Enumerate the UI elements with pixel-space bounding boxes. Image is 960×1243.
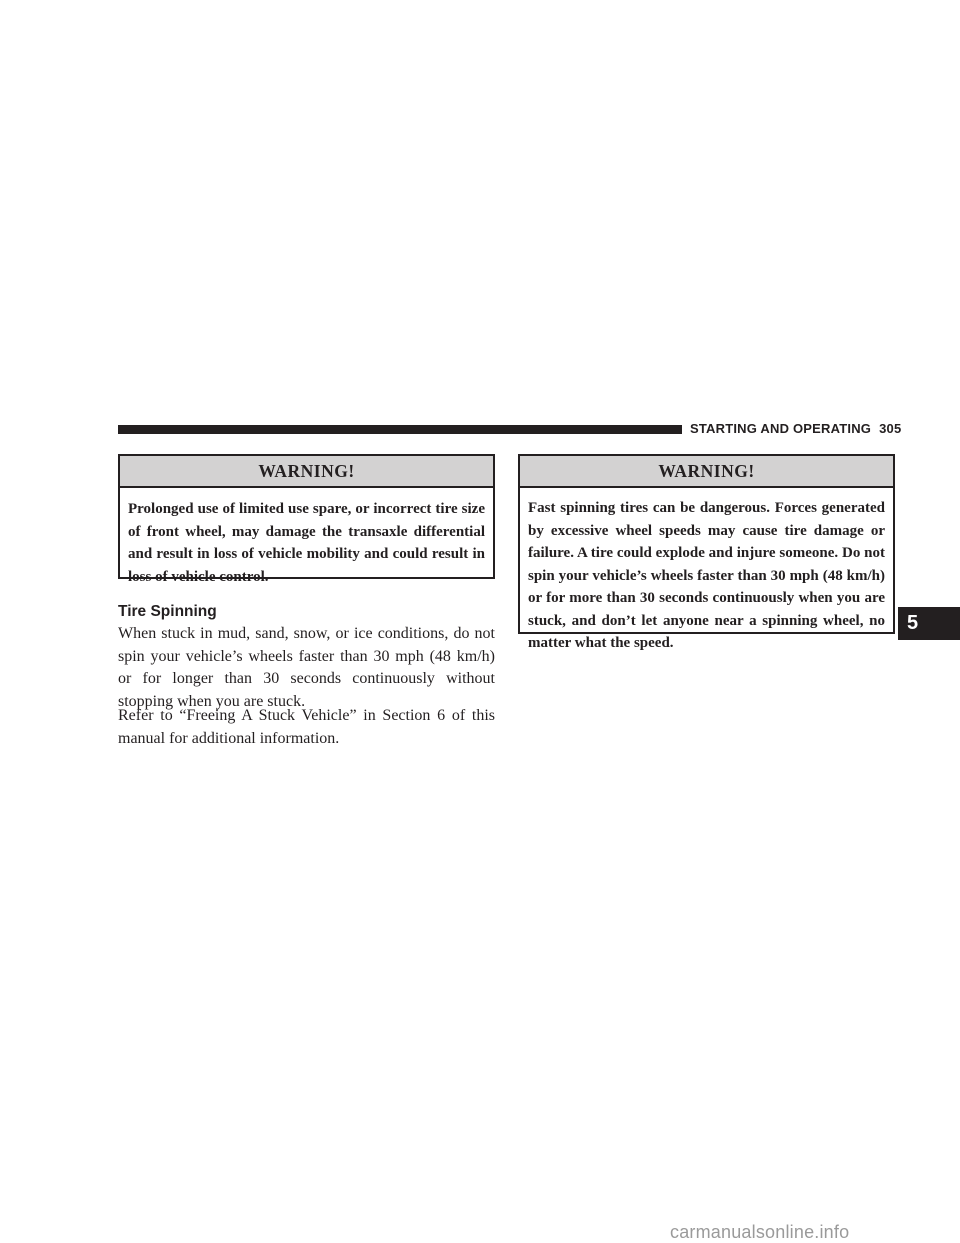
header-section-title: STARTING AND OPERATING [690,421,872,436]
warning-box-tire-spinning [518,454,895,651]
page-number: 305 [879,421,902,436]
header-rule [118,425,682,434]
section-heading-tire-spinning: Tire Spinning [118,603,217,620]
warning-text: Prolonged use of limited use spare, or incorrect tire size of front wheel, may damage the transaxle differential and result in loss of vehicle mobility and could result in loss of vehicle control. [128,501,485,585]
section-tab: 5 [898,607,960,640]
body-paragraph-reference: Refer to “Freeing A Stuck Vehicle” in Section 6 of this manual for additional information. [118,707,495,747]
watermark: carmanualsonline.info [670,1222,850,1242]
warning-title: WARNING! [520,456,893,488]
warning-title: WARNING! [120,456,493,488]
body-paragraph: When stuck in mud, sand, snow, or ice conditions, do not spin your vehicle’s wheels faster than 30 mph (48 km/h) or for longer than 30 seconds continuously without stopping when you are stuck. [118,625,495,710]
warning-box-transaxle [118,454,495,585]
warning-text: Fast spinning tires can be dangerous. Forces generated by excessive wheel speeds may cause tire damage or failure. A tire could explode and injure someone. Do not spin your vehicle’s wheels faster than 30 mph (48 km/h) or for more than 30 seconds continuously when you are stuck, and don’t let anyone near a spinning wheel, no matter what the speed. [528,500,885,651]
running-header [690,421,901,437]
